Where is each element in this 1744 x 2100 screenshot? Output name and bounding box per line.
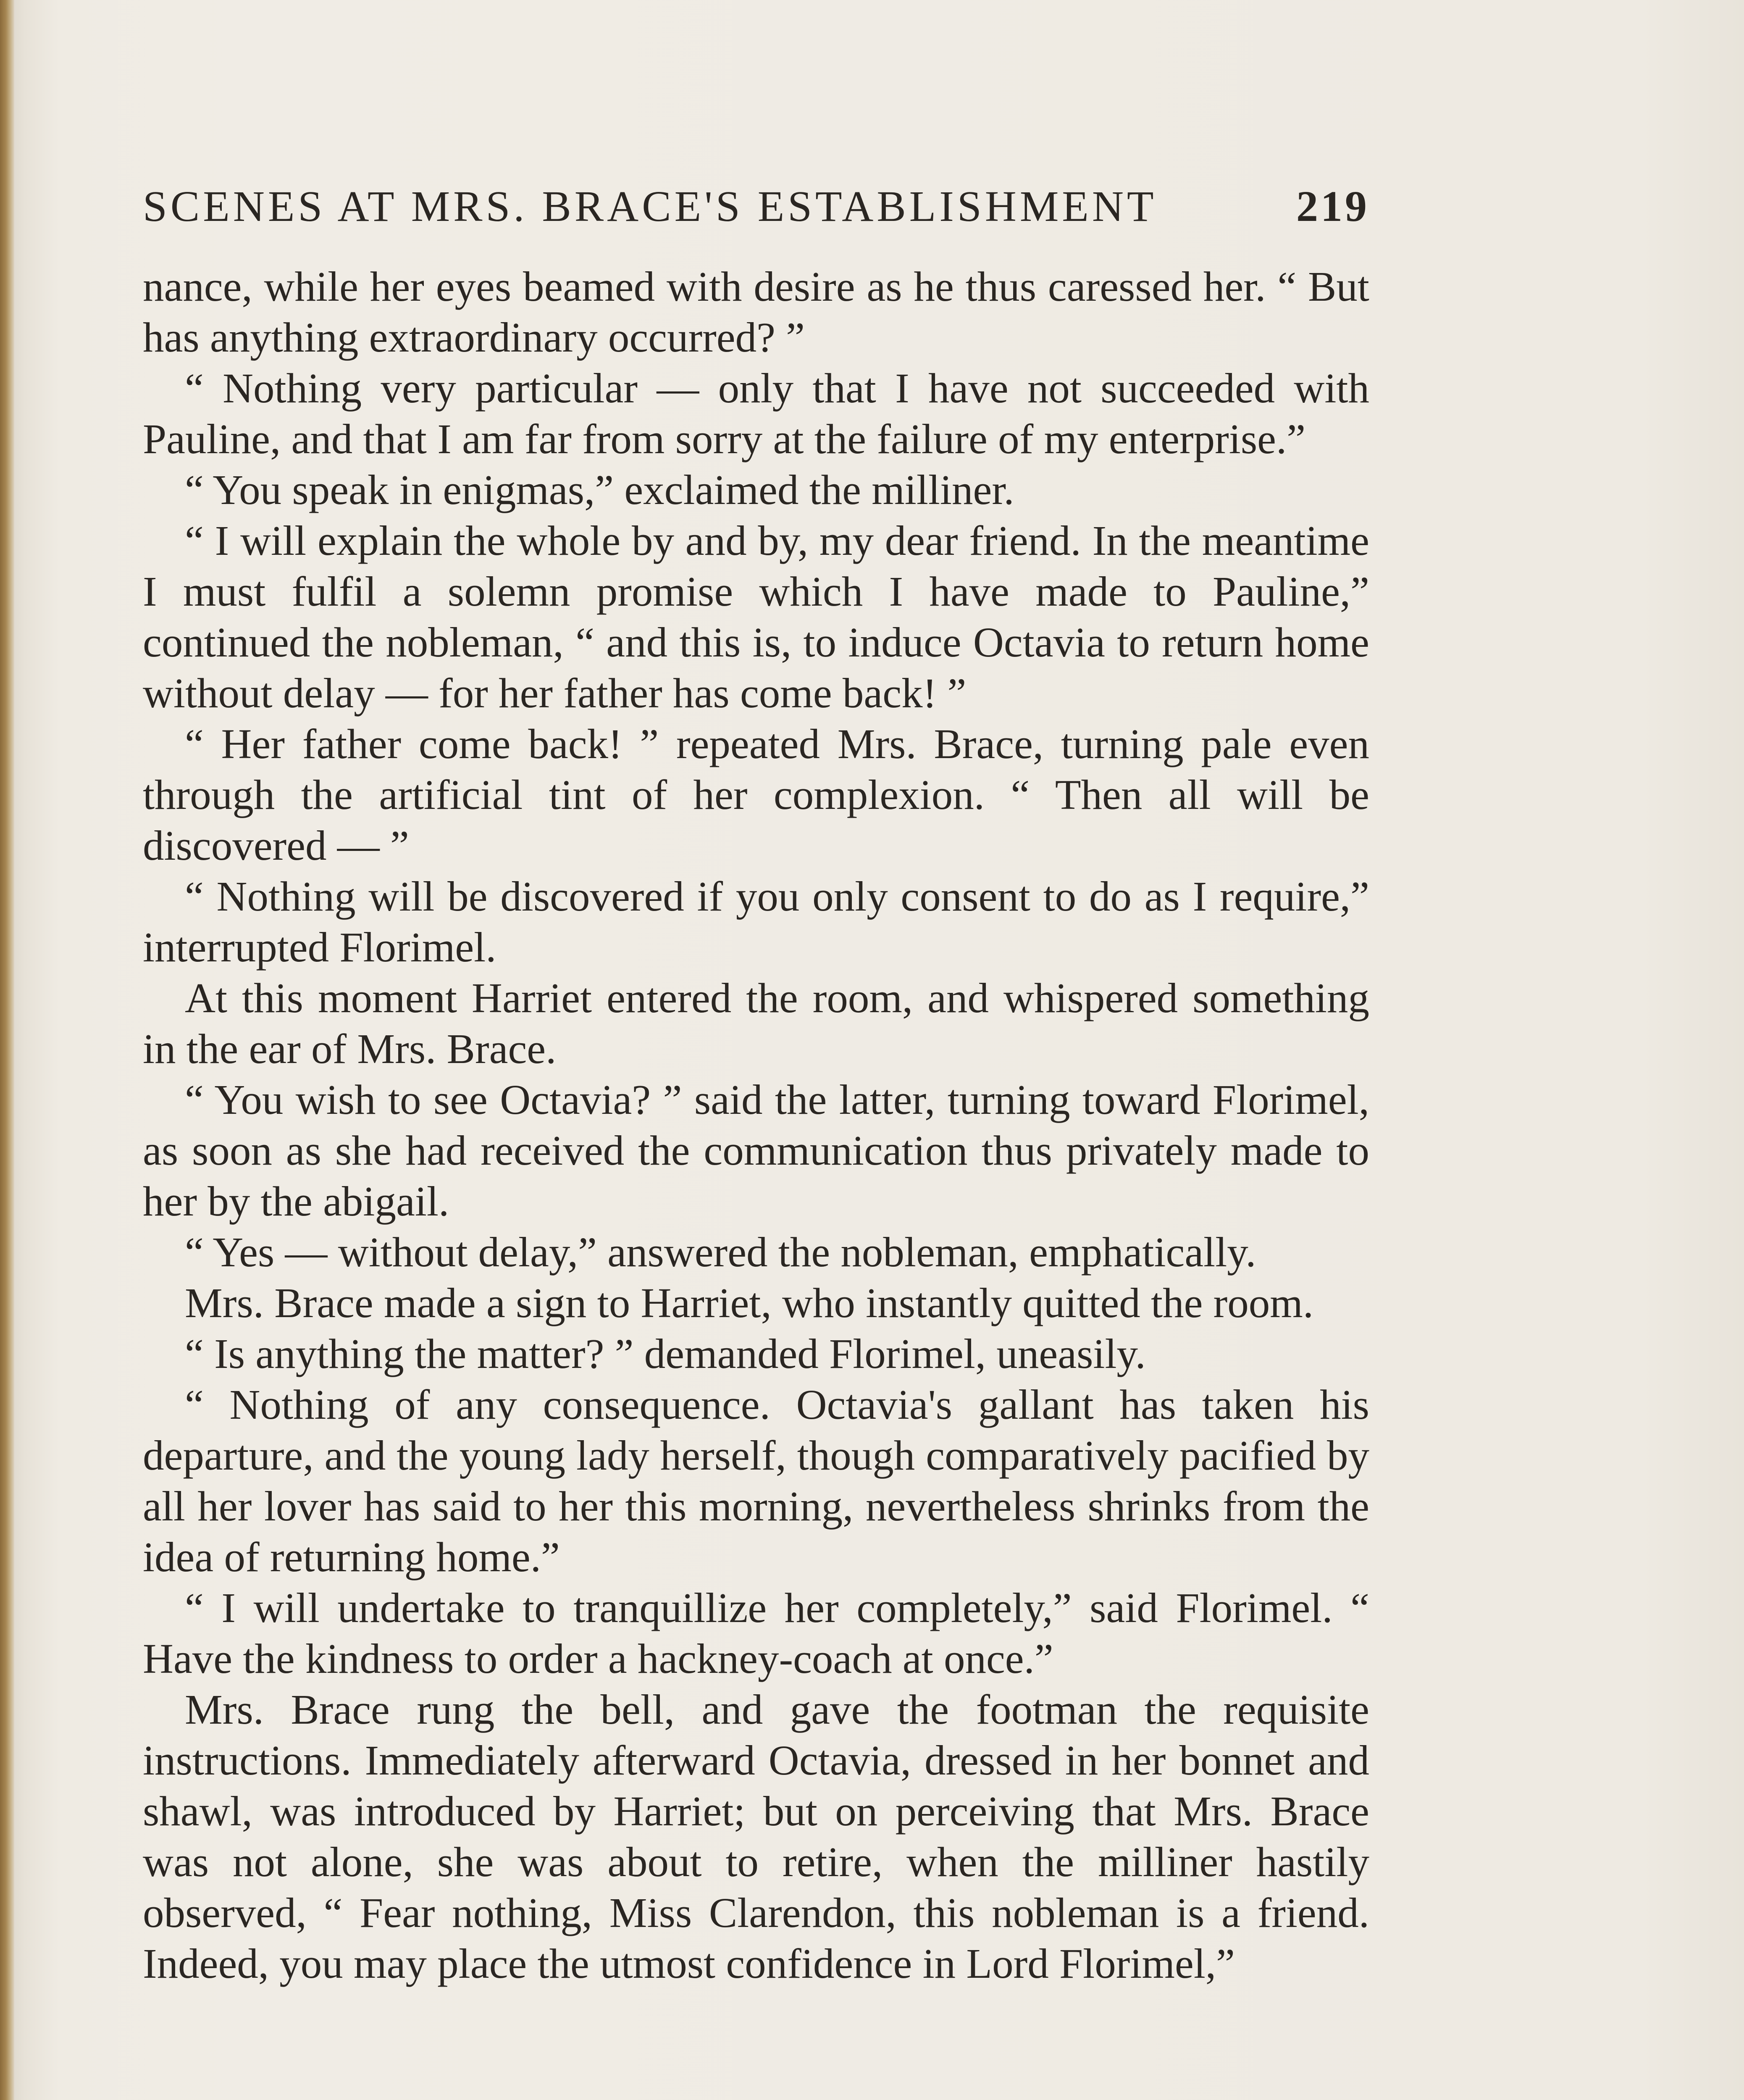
paragraph: “ You speak in enigmas,” exclaimed the milliner.: [185, 466, 1014, 513]
paragraph: Mrs. Brace made a sign to Harriet, who instantly quitted the room.: [185, 1279, 1314, 1326]
running-header: [143, 182, 1369, 231]
paragraph: “ Nothing will be discovered if you only consent to do as I require,” interrupted Florimel.: [143, 873, 1369, 971]
running-title: SCENES AT MRS. BRACE'S ESTABLISHMENT: [143, 182, 1157, 231]
paragraph: Mrs. Brace rung the bell, and gave the footman the requisite instructions. Immediately afterward Octavia, dressed in her bonnet and shawl, was introduced by Harriet; but on perceiving that Mrs. Brace was not alone, she was about to retire, when the milliner hastily observed, “ Fear nothing, Miss Clarendon, this nobleman is a friend. Indeed, you may place the utmost confidence in Lord Florimel,”: [143, 1686, 1369, 1987]
paragraph: “ I will undertake to tranquillize her completely,” said Florimel. “ Have the kindness to order a hackney-coach at once.”: [143, 1584, 1369, 1682]
book-spine-edge: [0, 0, 14, 2100]
paragraph: “ Nothing of any consequence. Octavia's gallant has taken his departure, and the young lady herself, though comparatively pacified by all her lover has said to her this morning, nevertheless shrinks from the idea of returning home.”: [143, 1381, 1369, 1580]
body-text: [143, 261, 1369, 1989]
paragraph: “ I will explain the whole by and by, my dear friend. In the meantime I must fulfil a solemn promise which I have made to Pauline,” continued the nobleman, “ and this is, to induce Octavia to return home without delay — for her father has come back! ”: [143, 517, 1369, 717]
page-number: 219: [1296, 182, 1369, 231]
paragraph: nance, while her eyes beamed with desire as he thus caressed her. “ But has anything extraordinary occurred? ”: [143, 263, 1369, 361]
paragraph: At this moment Harriet entered the room, and whispered something in the ear of Mrs. Brace.: [143, 974, 1369, 1072]
page-content: [143, 182, 1369, 1989]
paragraph: “ You wish to see Octavia? ” said the latter, turning toward Florimel, as soon as she had received the communication thus privately made to her by the abigail.: [143, 1076, 1369, 1225]
paragraph: “ Nothing very particular — only that I have not succeeded with Pauline, and that I am far from sorry at the failure of my enterprise.”: [143, 365, 1369, 462]
paragraph: “ Her father come back! ” repeated Mrs. Brace, turning pale even through the artificial tint of her complexion. “ Then all will be discovered — ”: [143, 720, 1369, 869]
paragraph: “ Yes — without delay,” answered the nobleman, emphatically.: [185, 1228, 1256, 1276]
paragraph: “ Is anything the matter? ” demanded Florimel, uneasily.: [185, 1330, 1146, 1377]
